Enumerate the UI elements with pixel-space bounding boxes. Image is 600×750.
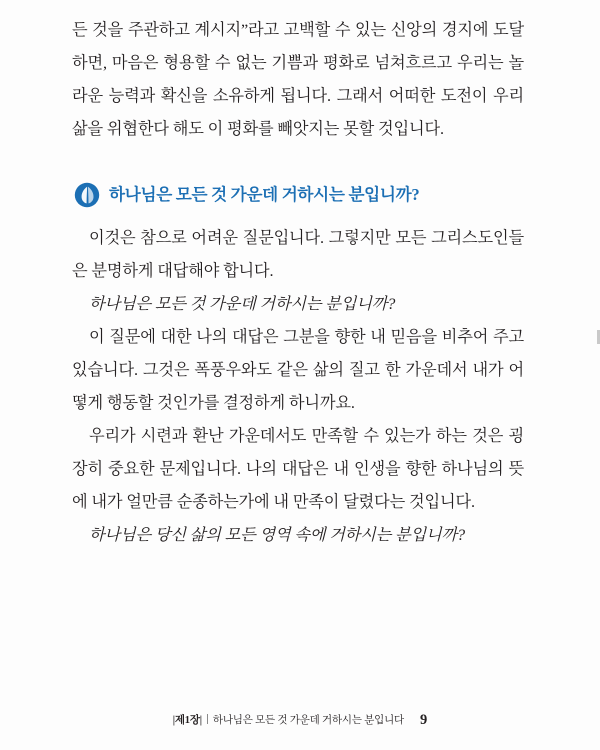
leaf-icon	[74, 182, 100, 208]
body-paragraphs	[72, 222, 524, 552]
footer-divider	[207, 714, 208, 724]
page-footer	[0, 711, 600, 728]
paragraph-2-question: 하나님은 모든 것 가운데 거하시는 분입니까?	[89, 295, 396, 313]
section-title: 하나님은 모든 것 가운데 거하시는 분입니까?	[109, 185, 420, 204]
footer-chapter: |제1장|	[172, 715, 202, 726]
paragraph-opening: 든 것을 주관하고 계시지”라고 고백할 수 있는 신앙의 경지에 도달하면, 마음은 형용할 수 없는 기쁨과 평화로 넘쳐흐르고 우리는 놀라운 능력과 확신을 소유하게 됩니다. 그래서 어떠한 도전이 우리 삶을 위협한다 해도 이 평화를 빼앗지는 못할 것입니다.	[72, 21, 524, 138]
footer-inner	[173, 711, 428, 728]
paragraph-1: 이것은 참으로 어려운 질문입니다. 그렇지만 모든 그리스도인들은 분명하게 대답해야 합니다.	[72, 229, 524, 280]
paragraph-5-question: 하나님은 당신 삶의 모든 영역 속에 거하시는 분입니까?	[89, 526, 465, 544]
page-content	[72, 14, 524, 552]
paragraph-4: 우리가 시련과 환난 가운데서도 만족할 수 있는가 하는 것은 굉장히 중요한 문제입니다. 나의 대답은 내 인생을 향한 하나님의 뜻에 내가 얼만큼 순종하는가에 내 만족이 달렸다는 것입니다.	[72, 427, 524, 511]
footer-title: 하나님은 모든 것 가운데 거하시는 분입니다	[212, 715, 405, 726]
section-heading	[72, 182, 524, 208]
paragraph-3: 이 질문에 대한 나의 대답은 그분을 향한 내 믿음을 비추어 주고 있습니다. 그것은 폭풍우와도 같은 삶의 질고 한 가운데서 내가 어떻게 행동할 것인가를 결정하게 하니까요.	[72, 328, 524, 412]
page-number: 9	[420, 712, 428, 728]
